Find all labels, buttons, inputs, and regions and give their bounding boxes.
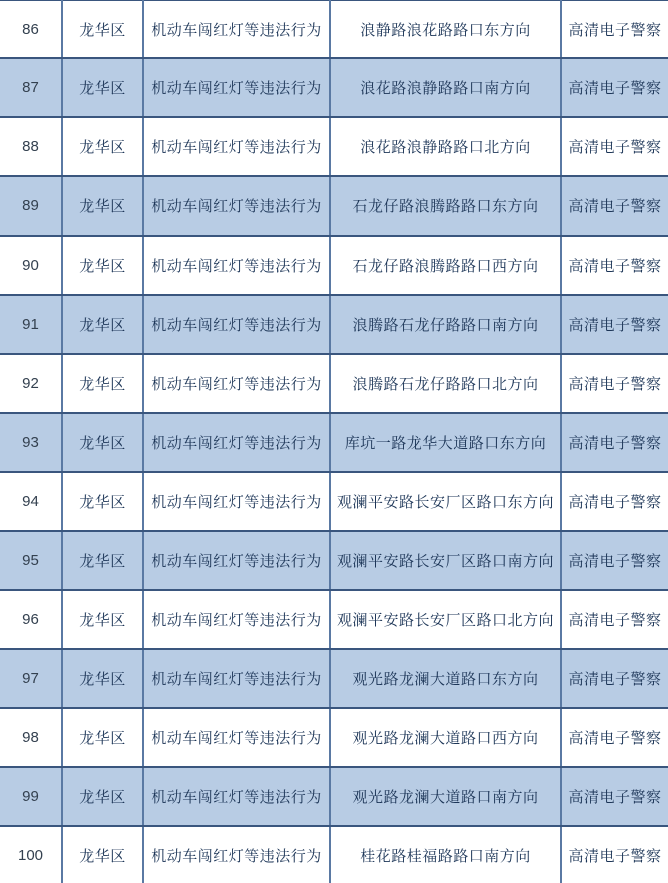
- location-cell: 观澜平安路长安厂区路口南方向: [330, 531, 561, 590]
- device-type-cell: 高清电子警察: [561, 531, 668, 590]
- district-cell: 龙华区: [62, 590, 143, 649]
- violation-type-cell: 机动车闯红灯等违法行为: [143, 117, 330, 176]
- device-type-cell: 高清电子警察: [561, 295, 668, 354]
- district-cell: 龙华区: [62, 649, 143, 708]
- table-row: [0, 176, 668, 235]
- location-cell: 石龙仔路浪腾路路口西方向: [330, 236, 561, 295]
- district-cell: 龙华区: [62, 826, 143, 883]
- location-cell: 石龙仔路浪腾路路口东方向: [330, 176, 561, 235]
- violation-type-cell: 机动车闯红灯等违法行为: [143, 708, 330, 767]
- device-type-cell: 高清电子警察: [561, 354, 668, 413]
- district-cell: 龙华区: [62, 1, 143, 59]
- location-cell: 观光路龙澜大道路口东方向: [330, 649, 561, 708]
- device-type-cell: 高清电子警察: [561, 649, 668, 708]
- violation-type-cell: 机动车闯红灯等违法行为: [143, 472, 330, 531]
- table-row: [0, 58, 668, 117]
- district-cell: 龙华区: [62, 708, 143, 767]
- table-row: [0, 236, 668, 295]
- violation-type-cell: 机动车闯红灯等违法行为: [143, 354, 330, 413]
- violation-type-cell: 机动车闯红灯等违法行为: [143, 236, 330, 295]
- violation-type-cell: 机动车闯红灯等违法行为: [143, 58, 330, 117]
- table-row: [0, 708, 668, 767]
- location-cell: 观澜平安路长安厂区路口北方向: [330, 590, 561, 649]
- district-cell: 龙华区: [62, 354, 143, 413]
- violation-type-cell: 机动车闯红灯等违法行为: [143, 531, 330, 590]
- device-type-cell: 高清电子警察: [561, 413, 668, 472]
- table-row: [0, 295, 668, 354]
- table-row: [0, 649, 668, 708]
- row-index-cell: 89: [0, 176, 62, 235]
- device-type-cell: 高清电子警察: [561, 826, 668, 883]
- district-cell: 龙华区: [62, 472, 143, 531]
- device-type-cell: 高清电子警察: [561, 590, 668, 649]
- table-row: [0, 590, 668, 649]
- location-cell: 浪花路浪静路路口南方向: [330, 58, 561, 117]
- district-cell: 龙华区: [62, 117, 143, 176]
- table-row: [0, 117, 668, 176]
- violation-type-cell: 机动车闯红灯等违法行为: [143, 413, 330, 472]
- location-cell: 观光路龙澜大道路口西方向: [330, 708, 561, 767]
- device-type-cell: 高清电子警察: [561, 767, 668, 826]
- district-cell: 龙华区: [62, 413, 143, 472]
- row-index-cell: 98: [0, 708, 62, 767]
- table-row: [0, 413, 668, 472]
- device-type-cell: 高清电子警察: [561, 236, 668, 295]
- district-cell: 龙华区: [62, 176, 143, 235]
- table-row: [0, 1, 668, 59]
- row-index-cell: 86: [0, 1, 62, 59]
- violation-type-cell: 机动车闯红灯等违法行为: [143, 295, 330, 354]
- location-cell: 浪花路浪静路路口北方向: [330, 117, 561, 176]
- row-index-cell: 100: [0, 826, 62, 883]
- row-index-cell: 90: [0, 236, 62, 295]
- row-index-cell: 87: [0, 58, 62, 117]
- district-cell: 龙华区: [62, 236, 143, 295]
- camera-table-body: [0, 1, 668, 883]
- violation-type-cell: 机动车闯红灯等违法行为: [143, 649, 330, 708]
- location-cell: 浪静路浪花路路口东方向: [330, 1, 561, 59]
- row-index-cell: 92: [0, 354, 62, 413]
- district-cell: 龙华区: [62, 295, 143, 354]
- row-index-cell: 93: [0, 413, 62, 472]
- district-cell: 龙华区: [62, 767, 143, 826]
- device-type-cell: 高清电子警察: [561, 176, 668, 235]
- row-index-cell: 94: [0, 472, 62, 531]
- table-row: [0, 767, 668, 826]
- violation-type-cell: 机动车闯红灯等违法行为: [143, 767, 330, 826]
- row-index-cell: 96: [0, 590, 62, 649]
- violation-type-cell: 机动车闯红灯等违法行为: [143, 826, 330, 883]
- row-index-cell: 97: [0, 649, 62, 708]
- device-type-cell: 高清电子警察: [561, 58, 668, 117]
- row-index-cell: 88: [0, 117, 62, 176]
- location-cell: 桂花路桂福路路口南方向: [330, 826, 561, 883]
- table-row: [0, 354, 668, 413]
- device-type-cell: 高清电子警察: [561, 708, 668, 767]
- row-index-cell: 99: [0, 767, 62, 826]
- district-cell: 龙华区: [62, 58, 143, 117]
- district-cell: 龙华区: [62, 531, 143, 590]
- location-cell: 观光路龙澜大道路口南方向: [330, 767, 561, 826]
- table-row: [0, 826, 668, 883]
- location-cell: 浪腾路石龙仔路路口北方向: [330, 354, 561, 413]
- location-cell: 观澜平安路长安厂区路口东方向: [330, 472, 561, 531]
- violation-type-cell: 机动车闯红灯等违法行为: [143, 1, 330, 59]
- location-cell: 库坑一路龙华大道路口东方向: [330, 413, 561, 472]
- violation-type-cell: 机动车闯红灯等违法行为: [143, 590, 330, 649]
- location-cell: 浪腾路石龙仔路路口南方向: [330, 295, 561, 354]
- device-type-cell: 高清电子警察: [561, 472, 668, 531]
- table-row: [0, 531, 668, 590]
- device-type-cell: 高清电子警察: [561, 1, 668, 59]
- row-index-cell: 95: [0, 531, 62, 590]
- row-index-cell: 91: [0, 295, 62, 354]
- violation-type-cell: 机动车闯红灯等违法行为: [143, 176, 330, 235]
- table-row: [0, 472, 668, 531]
- device-type-cell: 高清电子警察: [561, 117, 668, 176]
